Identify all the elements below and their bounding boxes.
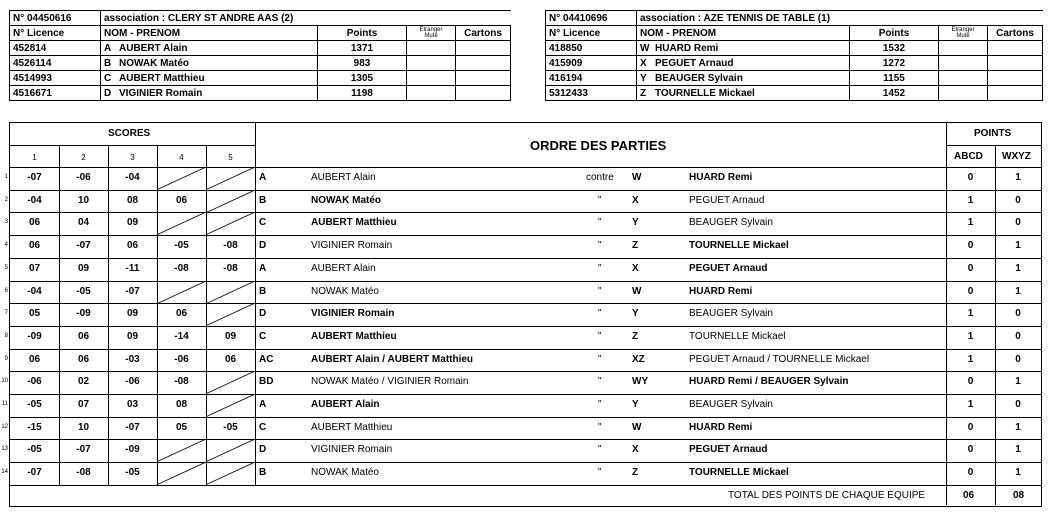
points-team-b: 1 [1015,240,1021,252]
total-team-a: 06 [963,490,975,501]
away-letter: Z [632,240,639,252]
points-team-a: 1 [967,330,974,342]
away-player: TOURNELLE Mickael [689,240,789,252]
player-cards [456,71,511,86]
game-number: 10 [1,378,8,385]
home-player: VIGINIER Romain [311,444,393,456]
set-score: 06 [77,353,90,365]
empty-set-slash [206,371,255,394]
player-licence: 4514993 [10,71,101,86]
empty-set-slash [206,281,255,304]
away-letter: Z [632,330,639,342]
set-score: 04 [77,217,90,229]
home-letter: D [259,308,267,320]
col-cards: Cartons [988,26,1043,41]
player-name: BEAUGER Sylvain [655,72,743,84]
set-score: -04 [125,172,140,183]
points-team-b: 1 [1015,444,1021,456]
set-score: -08 [174,262,189,274]
set-score: -08 [76,467,91,479]
player-cards [988,56,1043,71]
set-score: 06 [28,217,41,229]
player-name-cell [637,56,850,71]
away-player: PEGUET Arnaud [689,444,768,456]
set-score: -05 [125,467,140,479]
set-header: 2 [81,153,86,162]
grid-line [946,145,1041,146]
grid-line [10,235,1041,236]
player-foreign [407,56,456,71]
scores-title: SCORES [108,128,151,139]
away-letter: W [632,172,642,183]
col-points: Points [318,26,407,41]
set-score: 09 [126,308,139,320]
versus-separator: " [598,399,602,410]
home-player: NOWAK Matéo [311,285,379,297]
home-letter: D [259,444,267,456]
home-player: NOWAK Matéo [311,194,381,206]
player-letter: Z [640,87,647,99]
away-player: PEGUET Arnaud / TOURNELLE Mickael [689,353,870,365]
player-letter: Y [640,72,647,84]
away-letter: Y [632,399,639,410]
player-name: TOURNELLE Mickael [655,87,755,99]
abcd-header: ABCD [954,151,983,162]
set-score: -06 [27,376,42,388]
home-letter: C [259,217,267,229]
player-row [10,41,511,56]
away-player: TOURNELLE Mickael [689,467,789,479]
team-a-table [9,10,511,101]
set-score: -07 [27,467,42,479]
player-points: 1155 [850,71,939,86]
away-player: HUARD Remi [689,172,753,183]
home-letter: B [259,467,267,479]
grid-line [10,303,1041,304]
player-cards [988,71,1043,86]
player-name-cell [101,56,318,71]
home-player: AUBERT Matthieu [311,330,397,342]
col-foreign: Etranger Muté [407,26,456,41]
set-score: -11 [125,262,140,274]
game-number: 3 [4,219,8,226]
player-row [10,71,511,86]
player-foreign [407,86,456,101]
set-score: -07 [76,444,91,456]
set-score: 09 [126,217,139,229]
col-name: NOM - PRENOM [637,26,850,41]
player-points: 1371 [318,41,407,56]
empty-set-slash [206,462,255,485]
player-name-cell [101,41,318,56]
points-team-a: 1 [967,308,974,320]
points-team-a: 0 [967,444,974,456]
game-number: 6 [4,287,8,294]
points-team-a: 1 [967,217,974,229]
empty-set-slash [206,439,255,462]
game-number: 2 [4,196,8,203]
col-foreign: Etranger Muté [939,26,988,41]
match-sheet [1,122,1042,507]
player-row [546,71,1043,86]
away-player: HUARD Remi / BEAUGER Sylvain [689,376,849,388]
set-score: 05 [28,308,41,320]
player-points: 1305 [318,71,407,86]
set-score: 09 [77,262,90,274]
player-name-cell [101,86,318,101]
player-row [10,86,511,101]
set-score: -09 [76,308,91,320]
versus-separator: " [598,467,602,479]
home-letter: C [259,421,267,433]
versus-separator: " [598,353,602,365]
away-letter: X [632,262,639,274]
empty-set-slash [157,281,206,304]
grid-line [10,326,1041,327]
points-team-a: 0 [967,467,974,479]
game-number: 11 [1,401,8,407]
game-number: 9 [4,355,8,362]
set-score: -04 [27,194,42,206]
points-team-b: 1 [1015,467,1021,479]
game-number: 8 [4,332,8,339]
home-player: VIGINIER Romain [311,240,393,252]
away-player: TOURNELLE Mickael [689,330,786,342]
home-player: AUBERT Alain / AUBERT Matthieu [311,353,474,365]
set-score: 06 [126,240,139,252]
home-letter: AC [259,353,274,365]
player-cards [456,41,511,56]
player-letter: A [104,42,112,54]
team-b-association: association : AZE TENNIS DE TABLE (1) [637,11,1043,26]
grid-line [10,349,1041,350]
set-score: 05 [175,421,188,433]
points-team-b: 1 [1015,285,1021,297]
player-name-cell [637,71,850,86]
col-cards: Cartons [456,26,511,41]
points-team-a: 1 [967,399,974,410]
order-title: ORDRE DES PARTIES [530,138,667,153]
game-number: 1 [4,174,8,180]
set-score: -05 [174,240,189,252]
player-foreign [939,86,988,101]
set-score: -06 [76,172,91,183]
versus-separator: " [598,444,602,456]
set-score: -07 [125,421,140,433]
home-letter: C [259,330,267,342]
set-score: 03 [126,399,139,410]
total-team-b: 08 [1013,490,1025,501]
empty-set-slash [206,190,255,213]
points-team-a: 0 [967,262,974,274]
game-number: 14 [1,469,8,476]
set-score: 09 [224,330,237,342]
away-player: HUARD Remi [689,421,753,433]
points-team-b: 0 [1015,330,1021,342]
player-foreign [407,41,456,56]
set-score: -06 [174,353,189,365]
empty-set-slash [206,212,255,235]
player-foreign [939,56,988,71]
player-cards [988,41,1043,56]
player-licence: 4526114 [10,56,101,71]
player-row [546,56,1043,71]
player-licence: 5312433 [546,86,637,101]
set-score: -03 [125,353,140,365]
game-number: 4 [4,242,8,249]
empty-set-slash [206,303,255,326]
player-points: 1272 [850,56,939,71]
set-score: 02 [77,376,90,388]
set-score: 10 [77,421,90,433]
grid-line [10,417,1041,418]
game-number: 12 [1,423,8,430]
home-letter: A [259,262,267,274]
set-score: 06 [175,194,188,206]
player-name: AUBERT Matthieu [119,72,205,84]
away-letter: X [632,444,639,456]
set-score: -04 [27,285,42,297]
player-name-cell [637,41,850,56]
versus-separator: " [598,330,602,342]
points-team-b: 1 [1015,172,1021,183]
team-b-table [545,10,1043,101]
away-player: PEGUET Arnaud [689,262,768,274]
player-licence: 452814 [10,41,101,56]
home-player: VIGINIER Romain [311,308,395,320]
grid-line [10,145,255,146]
set-score: 06 [77,330,90,342]
player-name: AUBERT Alain [119,42,188,54]
away-letter: W [632,285,642,297]
empty-set-slash [157,439,206,462]
player-row [546,41,1043,56]
points-team-a: 0 [967,421,974,433]
set-score: -09 [125,444,140,456]
game-number: 5 [4,264,8,271]
home-letter: BD [259,376,274,388]
set-score: 06 [28,240,41,252]
game-number: 7 [4,310,8,317]
points-team-a: 0 [967,172,974,183]
home-player: AUBERT Matthieu [311,217,397,229]
set-score: -08 [223,240,238,252]
set-score: -07 [27,172,42,183]
set-score: 07 [28,262,41,274]
set-score: 10 [77,194,90,206]
points-title: POINTS [974,128,1012,139]
player-letter: X [640,57,647,69]
points-team-a: 0 [967,285,974,297]
away-letter: Z [632,467,639,479]
set-score: -14 [174,330,189,342]
away-letter: XZ [632,353,645,365]
col-licence: N° Licence [546,26,637,41]
player-name: PEGUET Arnaud [655,57,734,69]
home-player: AUBERT Matthieu [311,421,393,433]
team-a-number: N° 04450616 [10,11,101,26]
player-foreign [939,71,988,86]
home-letter: A [259,172,267,183]
set-header: 1 [32,153,37,162]
points-team-b: 0 [1015,308,1021,320]
grid-line [10,190,1041,191]
grid-line [10,371,1041,372]
versus-separator: " [598,376,602,388]
set-score: 08 [175,399,188,410]
player-points: 1452 [850,86,939,101]
away-letter: WY [632,376,649,388]
versus-separator: " [598,262,602,274]
home-player: AUBERT Alain [311,399,380,410]
set-score: -08 [223,262,238,274]
col-name: NOM - PRENOM [101,26,318,41]
empty-set-slash [157,462,206,485]
versus-separator: " [598,194,602,206]
away-letter: Y [632,308,639,320]
home-player: NOWAK Matéo / VIGINIER Romain [311,376,469,388]
team-a-association: association : CLERY ST ANDRE AAS (2) [101,11,511,26]
versus-separator: " [598,217,602,229]
away-player: HUARD Remi [689,285,753,297]
player-cards [456,86,511,101]
set-header: 4 [179,153,184,162]
col-licence: N° Licence [10,26,101,41]
player-points: 983 [318,56,407,71]
points-team-a: 1 [967,194,974,206]
set-score: -15 [27,421,42,433]
home-letter: B [259,285,267,297]
home-letter: A [259,399,267,410]
home-letter: B [259,194,267,206]
empty-set-slash [206,394,255,417]
versus-separator: " [598,285,602,297]
player-points: 1532 [850,41,939,56]
versus-separator: " [598,308,602,320]
player-row [10,56,511,71]
set-score: -05 [76,285,91,297]
away-player: BEAUGER Sylvain [689,217,773,229]
empty-set-slash [206,167,255,190]
empty-set-slash [157,212,206,235]
wxyz-header: WXYZ [1002,151,1031,162]
versus-separator: contre [586,172,614,183]
player-name-cell [637,86,850,101]
set-score: -07 [76,240,91,252]
home-player: AUBERT Alain [311,172,376,183]
player-foreign [939,41,988,56]
player-letter: C [104,72,112,84]
set-score: 08 [126,194,139,206]
player-licence: 418850 [546,41,637,56]
points-team-b: 1 [1015,262,1021,274]
player-letter: B [104,57,112,69]
player-licence: 4516671 [10,86,101,101]
set-score: -05 [27,399,42,410]
set-header: 5 [228,153,233,162]
home-player: NOWAK Matéo [311,467,379,479]
away-player: PEGUET Arnaud [689,194,765,206]
set-score: -05 [223,421,238,433]
grid-line [255,123,256,485]
player-name-cell [101,71,318,86]
player-cards [988,86,1043,101]
set-score: -05 [27,444,42,456]
player-cards [456,56,511,71]
team-b-number: N° 04410696 [546,11,637,26]
away-player: BEAUGER Sylvain [689,399,773,410]
player-licence: 416194 [546,71,637,86]
player-letter: D [104,87,112,99]
player-name: NOWAK Matéo [119,57,189,69]
points-team-b: 0 [1015,194,1021,206]
total-label: TOTAL DES POINTS DE CHAQUE EQUIPE [728,490,926,501]
player-name: HUARD Remi [655,42,719,54]
set-score: 06 [224,353,237,365]
points-team-b: 0 [1015,217,1021,229]
versus-separator: " [598,421,602,433]
grid-line [10,485,1041,486]
points-team-b: 1 [1015,376,1021,388]
player-row [546,86,1043,101]
set-score: -07 [125,285,140,297]
col-points: Points [850,26,939,41]
points-team-a: 0 [967,376,974,388]
player-foreign [407,71,456,86]
away-letter: Y [632,217,639,229]
set-score: -09 [27,330,42,342]
home-player: AUBERT Alain [311,262,376,274]
away-letter: X [632,194,639,206]
grid-line [10,394,1041,395]
set-score: -08 [174,376,189,388]
points-team-b: 0 [1015,353,1021,365]
set-header: 3 [130,153,135,162]
set-score: 09 [126,330,139,342]
points-team-b: 0 [1015,399,1021,410]
points-team-a: 0 [967,240,974,252]
away-player: BEAUGER Sylvain [689,308,773,320]
away-letter: W [632,421,642,433]
grid-line [10,258,1041,259]
points-team-a: 1 [967,353,974,365]
home-letter: D [259,240,267,252]
player-licence: 415909 [546,56,637,71]
set-score: -06 [125,376,140,388]
player-letter: W [640,42,650,54]
set-score: 07 [77,399,90,410]
game-number: 13 [1,446,8,453]
points-team-b: 1 [1015,421,1021,433]
player-points: 1198 [318,86,407,101]
set-score: 06 [175,308,188,320]
versus-separator: " [598,240,602,252]
player-name: VIGINIER Romain [119,87,203,99]
set-score: 06 [28,353,41,365]
empty-set-slash [157,167,206,190]
